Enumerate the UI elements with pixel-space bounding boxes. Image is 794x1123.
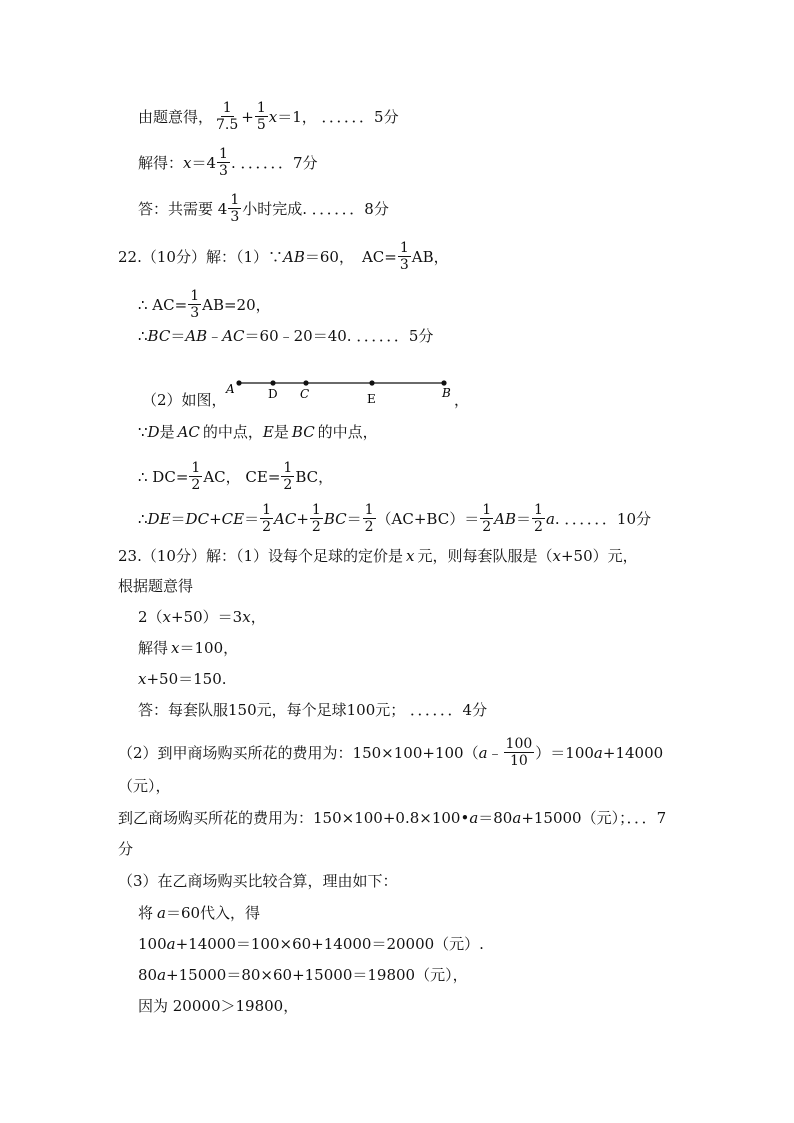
text: ∴ (138, 327, 148, 345)
q23-part2-yi (118, 808, 666, 828)
text: ）＝100 (535, 743, 594, 762)
text: 到乙商场购买所花的费用为：150×100+0.8×100• (118, 809, 470, 827)
text: ＝ (346, 509, 362, 528)
q22-midpoints (138, 422, 378, 442)
var: CE (221, 509, 245, 528)
fraction: $\frac{1}{2}$ (311, 502, 321, 535)
point-b (441, 380, 446, 385)
text: 2（ (138, 608, 163, 626)
segment-diagram (222, 374, 472, 414)
q23-fen (118, 839, 133, 859)
text: 分 (118, 840, 134, 858)
var: a (157, 966, 167, 984)
fraction: $\frac{1}{3}$ (219, 146, 228, 179)
var: x (162, 608, 172, 626)
text: ＝1， ．．．．．．5分 (277, 107, 399, 126)
text: ＝4 (191, 153, 217, 172)
fraction: $\frac{100}{10}$ (505, 736, 533, 769)
text: 是 (159, 423, 175, 441)
text: ＝ (170, 509, 186, 528)
var: BC (147, 327, 171, 345)
q23-calc-jia (138, 934, 484, 954)
q23-solve (138, 638, 238, 658)
text: +14000 (602, 743, 664, 762)
var: AB (185, 327, 208, 345)
text: 是 (273, 423, 289, 441)
var: AC (222, 327, 245, 345)
fraction: $\frac{1}{5}$ (256, 100, 266, 133)
text: 100 (138, 935, 167, 953)
text: AB=20， (202, 295, 271, 314)
text: BC， (295, 467, 334, 486)
label-a: A (226, 382, 235, 396)
var: a (593, 743, 603, 762)
text: （元）， (118, 777, 171, 795)
text: ＝100， (179, 639, 239, 657)
var: x (406, 547, 415, 565)
fraction: $\frac{1}{2}$ (283, 460, 293, 493)
var: a (469, 809, 479, 827)
text: 解得 (138, 639, 169, 657)
var: x (268, 107, 278, 126)
text: 22.（10分）解：（1）∵ (118, 247, 283, 266)
text: ＝60， (304, 247, 354, 266)
text: 元，则每套队服是（ (417, 547, 553, 565)
fraction: $\frac{1}{2}$ (482, 502, 492, 535)
var: BC (291, 423, 315, 441)
text: ＝80 (478, 809, 513, 827)
label-d: D (268, 387, 278, 401)
text: . ．．．．．．7分 (230, 153, 318, 172)
text: 80 (138, 966, 158, 984)
figure-comma (454, 390, 469, 410)
text: ﹣ (487, 743, 503, 762)
q23-equation (138, 607, 266, 627)
text: ∵ (138, 423, 148, 441)
q23-x50 (138, 669, 227, 689)
var: AB (494, 509, 516, 528)
text: 23.（10分）解：（1）设每个足球的定价是 (118, 547, 403, 565)
q23-calc-yi (138, 965, 468, 985)
text: ＝60﹣20＝40. ．．．．．．5分 (244, 327, 434, 345)
var: x (171, 639, 180, 657)
var: a (512, 809, 522, 827)
fraction: $\frac{1}{2}$ (364, 502, 374, 535)
text: 将 (138, 904, 154, 922)
q23-part3 (118, 871, 398, 891)
var: E (262, 423, 274, 441)
var: x (138, 670, 147, 688)
text: + (296, 509, 309, 528)
text: 的中点， (202, 423, 263, 441)
text: 答：共需要 4 (138, 199, 228, 218)
point-a (236, 380, 241, 385)
var: AC (274, 509, 297, 528)
var: x (242, 608, 251, 626)
q23-substitute (138, 903, 260, 923)
point-d (270, 380, 275, 385)
text: ＝ (170, 327, 186, 345)
text: ， (454, 391, 470, 409)
text: 由题意得， (138, 107, 214, 126)
q23-line2 (118, 576, 193, 596)
q22-figure-line (142, 390, 227, 410)
fraction: $\frac{1}{7.5}$ (216, 100, 239, 133)
text: AB， (411, 247, 449, 266)
solution-line-answer (138, 192, 389, 225)
q22-bc (138, 326, 433, 346)
text: . ．．．．．．10分 (554, 509, 652, 528)
text: + (241, 107, 254, 126)
text: ﹣ (207, 327, 223, 345)
text: （2）如图， (142, 391, 227, 409)
text: 的中点， (317, 423, 378, 441)
q23-head (118, 546, 638, 566)
point-e (369, 380, 374, 385)
fraction: $\frac{1}{2}$ (534, 502, 543, 535)
text: +50＝150. (146, 670, 227, 688)
var: x (552, 547, 561, 565)
var: x (183, 153, 192, 172)
text: AC， CE= (203, 467, 281, 486)
label-c: C (300, 387, 310, 401)
text: ＝ (516, 509, 532, 528)
q22-head (118, 240, 449, 273)
var: a (157, 904, 166, 922)
text: +15000＝80×60+15000＝19800（元）， (166, 966, 468, 984)
text: AC= (361, 247, 397, 266)
text: 答：每套队服150元，每个足球100元； ．．．．．．4分 (138, 701, 488, 719)
text: （2）到甲商场购买所花的费用为：150×100+100（ (118, 743, 479, 762)
q22-ac (138, 288, 271, 321)
text: ＝60代入，得 (165, 904, 261, 922)
text: ∴ (138, 509, 148, 528)
var: DE (147, 509, 171, 528)
var: a (166, 935, 176, 953)
label-b: B (442, 386, 451, 400)
var: DC (185, 509, 210, 528)
label-e: E (367, 392, 376, 406)
q22-dc-ce (138, 460, 333, 493)
q23-part2-jia (118, 736, 663, 769)
fraction: $\frac{1}{3}$ (230, 192, 240, 225)
var: AC (177, 423, 200, 441)
q22-de (138, 502, 651, 535)
text: 因为 20000＞19800， (138, 997, 299, 1015)
q23-answer1 (138, 700, 487, 720)
var: a (545, 509, 555, 528)
text: +50）元， (560, 547, 638, 565)
text: ∴ DC= (138, 467, 189, 486)
solution-line-setup (138, 100, 399, 133)
text: ＝ (244, 509, 260, 528)
q23-unit (118, 776, 171, 796)
fraction: $\frac{1}{3}$ (190, 288, 200, 321)
text: +15000（元）；．．．7 (521, 809, 667, 827)
text: 根据题意得 (118, 577, 194, 595)
text: （AC+BC）＝ (376, 509, 480, 528)
var: BC (323, 509, 347, 528)
text: （3）在乙商场购买比较合算，理由如下： (118, 872, 398, 890)
text: +14000＝100×60+14000＝20000（元）. (175, 935, 484, 953)
q23-compare (138, 996, 298, 1016)
text: 小时完成. ．．．．．．8分 (242, 199, 389, 218)
fraction: $\frac{1}{3}$ (399, 240, 409, 273)
text: + (209, 509, 222, 528)
solution-line-solve (138, 146, 318, 179)
point-c (303, 380, 308, 385)
text: ， (250, 608, 266, 626)
text: ∴ AC= (138, 295, 188, 314)
var: D (147, 423, 160, 441)
text: 解得： (138, 153, 184, 172)
var: AB (283, 247, 305, 266)
text: +50）＝3 (171, 608, 243, 626)
fraction: $\frac{1}{2}$ (262, 502, 272, 535)
var: a (478, 743, 488, 762)
fraction: $\frac{1}{2}$ (191, 460, 201, 493)
